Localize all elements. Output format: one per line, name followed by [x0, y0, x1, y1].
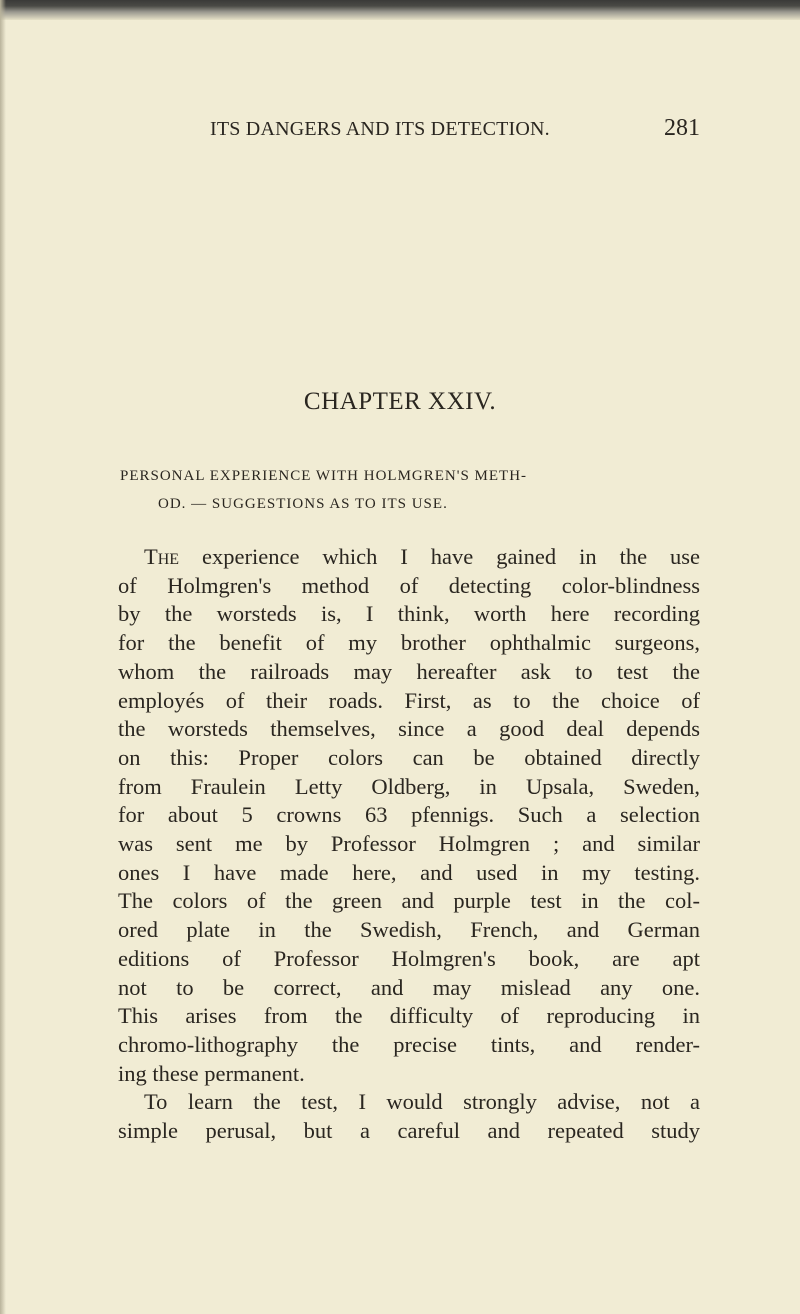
chapter-title: CHAPTER XXIV.	[303, 388, 497, 415]
running-head	[210, 115, 700, 142]
chapter-subtitle-line-2: OD. — SUGGESTIONS AS TO ITS USE.	[158, 496, 448, 512]
body-line: of Holmgren's method of detecting color-blindness	[118, 572, 700, 598]
body-line: The colors of the green and purple test in the col-	[118, 888, 700, 914]
body-line-text: experience which I have gained in the use	[179, 544, 700, 569]
body-line: chromo-lithography the precise tints, and render-	[118, 1031, 700, 1057]
body-line: the worsteds themselves, since a good deal depends	[118, 716, 700, 742]
body-line: ones I have made here, and used in my testing.	[118, 859, 700, 885]
body-line: whom the railroads may hereafter ask to test the	[118, 658, 700, 684]
chapter-subtitle-line-1: PERSONAL EXPERIENCE WITH HOLMGREN'S METH-	[120, 468, 528, 484]
page-left-edge	[0, 0, 6, 1314]
body-line: for about 5 crowns 63 pfennigs. Such a selection	[118, 802, 700, 828]
body-line: was sent me by Professor Holmgren ; and similar	[118, 831, 700, 857]
body-line	[118, 543, 700, 572]
page-top-edge	[0, 0, 800, 20]
body-text	[118, 543, 700, 1146]
drop-word: The	[144, 544, 180, 569]
body-line: To learn the test, I would strongly advise, not a	[144, 1089, 700, 1115]
body-line: from Fraulein Letty Oldberg, in Upsala, Sweden,	[118, 773, 700, 799]
body-line: This arises from the difficulty of reproducing in	[118, 1003, 700, 1029]
body-line: ing these permanent.	[118, 1060, 305, 1086]
body-line: for the benefit of my brother ophthalmic surgeons,	[118, 630, 700, 656]
body-line: simple perusal, but a careful and repeated study	[118, 1118, 700, 1144]
body-line: on this: Proper colors can be obtained directly	[118, 744, 700, 770]
body-line: by the worsteds is, I think, worth here recording	[118, 601, 700, 627]
page-number: 281	[664, 115, 700, 141]
body-line: not to be correct, and may mislead any one.	[118, 974, 700, 1000]
chapter-subtitle	[120, 462, 700, 518]
body-line: ored plate in the Swedish, French, and German	[118, 917, 700, 943]
body-line: employés of their roads. First, as to the choice of	[118, 687, 700, 713]
running-title: ITS DANGERS AND ITS DETECTION.	[210, 118, 550, 140]
body-line: editions of Professor Holmgren's book, are apt	[118, 945, 700, 971]
